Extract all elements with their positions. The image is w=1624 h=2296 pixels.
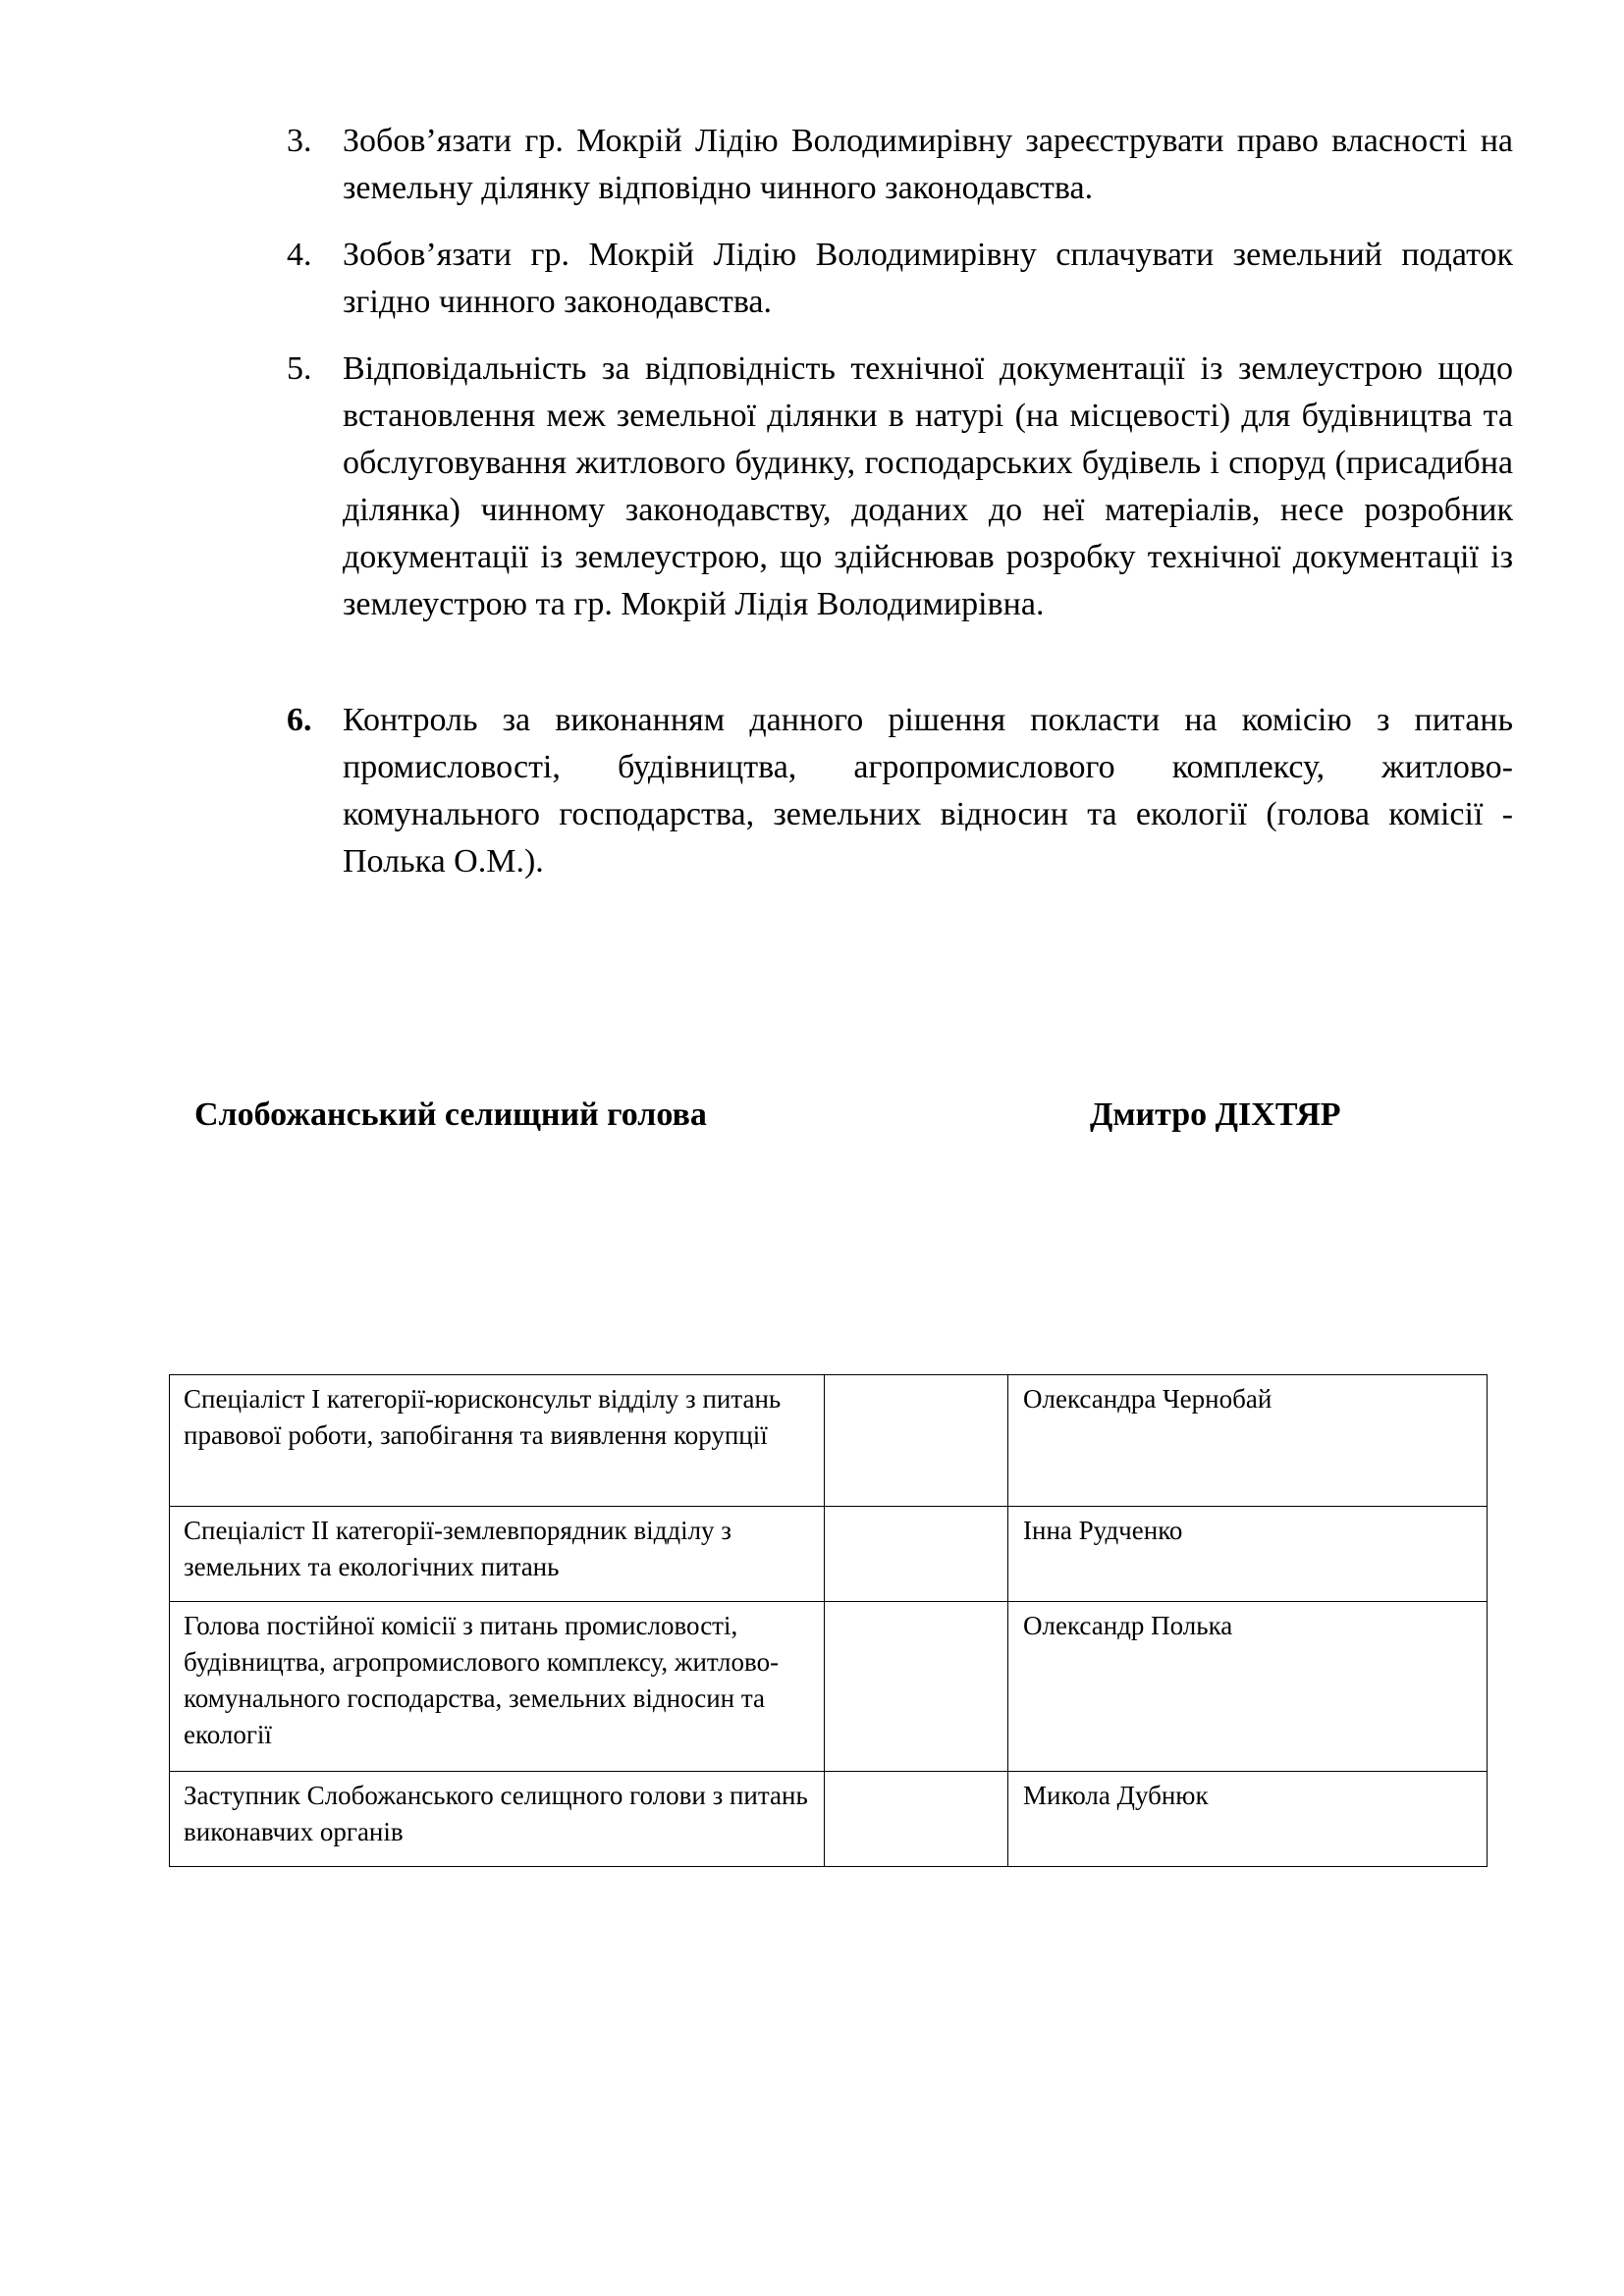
signatory-name: Дмитро ДІХТЯР [1090,1096,1341,1133]
item-text: Зобов’язати гр. Мокрій Лідію Володимирівну зареєструвати право власності на земельну ділянку відповідно чинного законодавства. [343,123,1513,206]
approver-name: Інна Рудченко [1008,1507,1488,1602]
approval-row [170,1772,1488,1867]
signature-cell [825,1507,1008,1602]
signature-cell [825,1375,1008,1507]
signatory-title: Слобожанський селищний голова [194,1096,707,1133]
approval-row [170,1507,1488,1602]
approver-name: Олександр Полька [1008,1602,1488,1772]
approver-position: Спеціаліст ІІ категорії-землевпорядник відділу з земельних та екологічних питань [170,1507,825,1602]
decision-item-5 [287,346,1513,628]
approver-name: Олександра Чернобай [1008,1375,1488,1507]
item-number: 5. [287,350,312,387]
item-number: 4. [287,237,312,273]
item-text: Зобов’язати гр. Мокрій Лідію Володимирівну сплачувати земельний податок згідно чинного законодавства. [343,237,1513,320]
approver-position: Спеціаліст І категорії-юрисконсульт відділу з питань правової роботи, запобігання та виявлення корупції [170,1375,825,1507]
decision-item-6 [287,697,1513,885]
decision-item-3 [287,118,1513,212]
approver-name: Микола Дубнюк [1008,1772,1488,1867]
approval-table [169,1374,1488,1867]
item-number: 3. [287,123,312,159]
item-text: Відповідальність за відповідність технічної документації із землеустрою щодо встановлення меж земельної ділянки в натурі (на місцевості) для будівництва та обслуговування житлового будинку, господарських будівель і споруд (присадибна ділянка) чинному законодавству, доданих до неї матеріалів, несе розробник документації із землеустрою, що здійснював розробку технічної документації із землеустрою та гр. Мокрій Лідія Володимирівна. [343,350,1513,622]
decision-item-4 [287,232,1513,326]
item-text: Контроль за виконанням данного рішення покласти на комісію з питань промисловості, будівництва, агропромислового комплексу, житлово-комунального господарства, земельних відносин та екології (голова комісії - Полька О.М.). [343,702,1513,880]
item-number: 6. [287,702,312,738]
signature-cell [825,1602,1008,1772]
approval-row [170,1375,1488,1507]
approval-row [170,1602,1488,1772]
approver-position: Голова постійної комісії з питань промисловості, будівництва, агропромислового комплексу, житлово-комунального господарства, земельних відносин та екології [170,1602,825,1772]
signature-cell [825,1772,1008,1867]
approver-position: Заступник Слобожанського селищного голови з питань виконавчих органів [170,1772,825,1867]
